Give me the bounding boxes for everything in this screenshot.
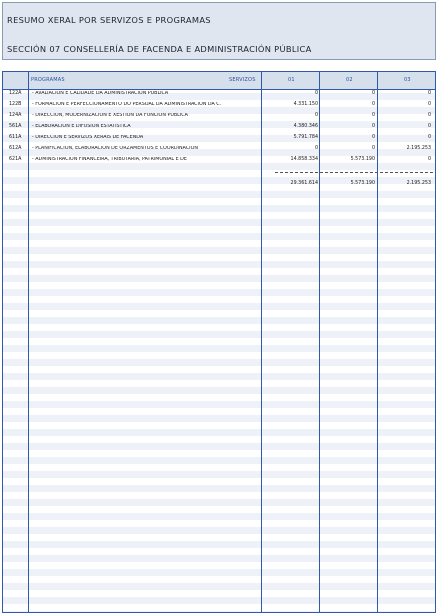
section-title: SECCIÓN 07 CONSELLERÍA DE FACENDA E ADMINISTRACIÓN PÚBLICA <box>7 44 312 54</box>
total-divider <box>275 172 433 173</box>
header-servizos: SERVIZOS <box>229 77 256 83</box>
value-03: 0 <box>427 102 431 107</box>
table-row <box>3 155 435 165</box>
report-header <box>2 2 436 60</box>
value-01: 0 <box>314 91 318 96</box>
program-code: 122A <box>9 91 22 96</box>
program-code: 612A <box>9 146 22 151</box>
summary-table <box>2 71 436 613</box>
value-03: 0 <box>427 135 431 140</box>
value-03: 0 <box>427 91 431 96</box>
table-row <box>3 133 435 143</box>
program-code: 621A <box>9 157 22 162</box>
report-title: RESUMO XERAL POR SERVIZOS E PROGRAMAS <box>7 15 211 25</box>
table-row <box>3 89 435 99</box>
program-code: 561A <box>9 124 22 129</box>
value-01: 5.791.784 <box>293 135 318 140</box>
header-col-01: 01 <box>288 77 295 83</box>
value-01: 4.331.150 <box>293 102 318 107</box>
program-description: - DIRECCIÓN E SERVIZOS XERAIS DE FACENDA <box>32 135 144 140</box>
value-01: 14.858.334 <box>290 157 318 162</box>
program-description: - ADMINISTRACIÓN FINANCEIRA, TRIBUTARIA, PATRIMONIAL E DE <box>32 157 187 162</box>
total-02: 5.573.190 <box>350 181 375 186</box>
value-03: 0 <box>427 113 431 118</box>
program-description: - FORMACIÓN E PERFECCIONAMENTO DO PERSOAL DA ADMINISTRACIÓN DA C. <box>32 102 222 107</box>
value-02: 0 <box>371 135 375 140</box>
value-02: 0 <box>371 91 375 96</box>
value-03: 2.195.253 <box>406 146 431 151</box>
value-01: 0 <box>314 146 318 151</box>
table-row <box>3 111 435 121</box>
program-description: - ELABORACIÓN E DIFUSIÓN ESTATÍSTICA <box>32 124 131 129</box>
total-03: 2.195.253 <box>406 181 431 186</box>
header-col-02: 02 <box>346 77 353 83</box>
value-02: 0 <box>371 113 375 118</box>
program-description: - AVALIACIÓN E CALIDADE DA ADMINISTRACIÓN PÚBLICA <box>32 91 169 96</box>
value-01: 0 <box>314 113 318 118</box>
value-02: 0 <box>371 124 375 129</box>
table-row <box>3 144 435 154</box>
program-description: - PLANIFICACIÓN, ELABORACIÓN DE ORZAMENTOS E COORDINACIÓN <box>32 146 198 151</box>
value-03: 0 <box>427 124 431 129</box>
program-code: 122B <box>9 102 22 107</box>
total-01: 29.361.614 <box>290 181 318 186</box>
program-description: - DIRECCIÓN, MODERNIZACIÓN E XESTIÓN DA FUNCIÓN PÚBLICA <box>32 113 188 118</box>
value-02: 0 <box>371 102 375 107</box>
table-row <box>3 122 435 132</box>
program-code: 124A <box>9 113 22 118</box>
header-programas: PROGRAMAS <box>31 77 65 83</box>
program-code: 611A <box>9 135 22 140</box>
value-02: 0 <box>371 146 375 151</box>
table-header <box>3 72 435 90</box>
totals-row <box>3 179 435 189</box>
header-col-03: 03 <box>404 77 411 83</box>
value-01: 4.380.346 <box>293 124 318 129</box>
table-row <box>3 100 435 110</box>
value-02: 5.573.190 <box>350 157 375 162</box>
value-03: 0 <box>427 157 431 162</box>
